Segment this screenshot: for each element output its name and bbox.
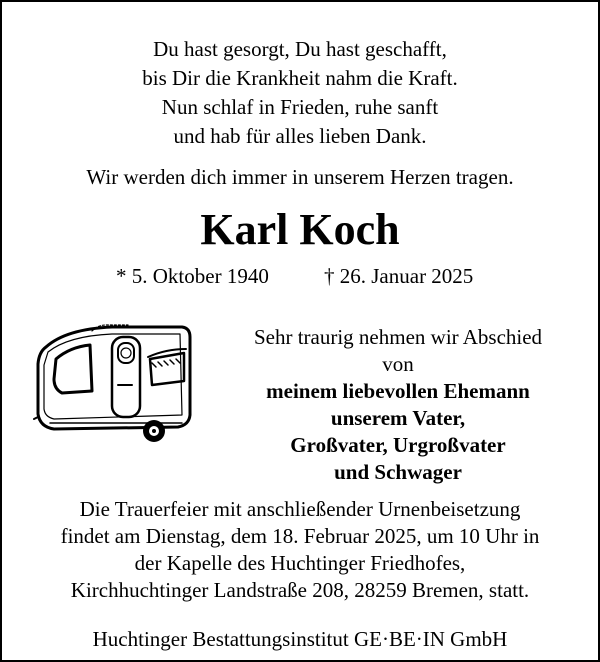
farewell-intro-2: von [382, 352, 414, 376]
funeral-line-2: findet am Dienstag, dem 18. Februar 2025, um 10 Uhr in [60, 524, 540, 548]
poem-line-4: und hab für alles lieben Dank. [173, 124, 427, 148]
caravan-icon [32, 319, 200, 454]
relation-line-1: meinem liebevollen Ehemann [266, 379, 530, 403]
relation-line-4: und Schwager [334, 460, 462, 484]
funeral-line-1: Die Trauerfeier mit anschließender Urnenbeisetzung [79, 497, 521, 521]
relation-line-3: Großvater, Urgroßvater [290, 433, 506, 457]
farewell-block [214, 324, 582, 486]
poem-line-1: Du hast gesorgt, Du hast geschafft, [153, 37, 447, 61]
undertaker: Huchtinger Bestattungsinstitut GE·BE·IN GmbH [92, 627, 508, 651]
death-date: † 26. Januar 2025 [324, 264, 474, 288]
funeral-line-3: der Kapelle des Huchtinger Friedhofes, [134, 551, 466, 575]
motto: Wir werden dich immer in unserem Herzen tragen. [86, 165, 514, 189]
relation-line-2: unserem Vater, [330, 406, 466, 430]
deceased-name: Karl Koch [200, 205, 400, 254]
poem-line-2: bis Dir die Krankheit nahm die Kraft. [142, 66, 458, 90]
farewell-intro-1: Sehr traurig nehmen wir Abschied [253, 325, 543, 349]
funeral-line-4: Kirchhuchtinger Landstraße 208, 28259 Bremen, statt. [70, 578, 530, 602]
poem-line-3: Nun schlaf in Frieden, ruhe sanft [161, 95, 439, 119]
birth-date: * 5. Oktober 1940 [116, 264, 269, 288]
